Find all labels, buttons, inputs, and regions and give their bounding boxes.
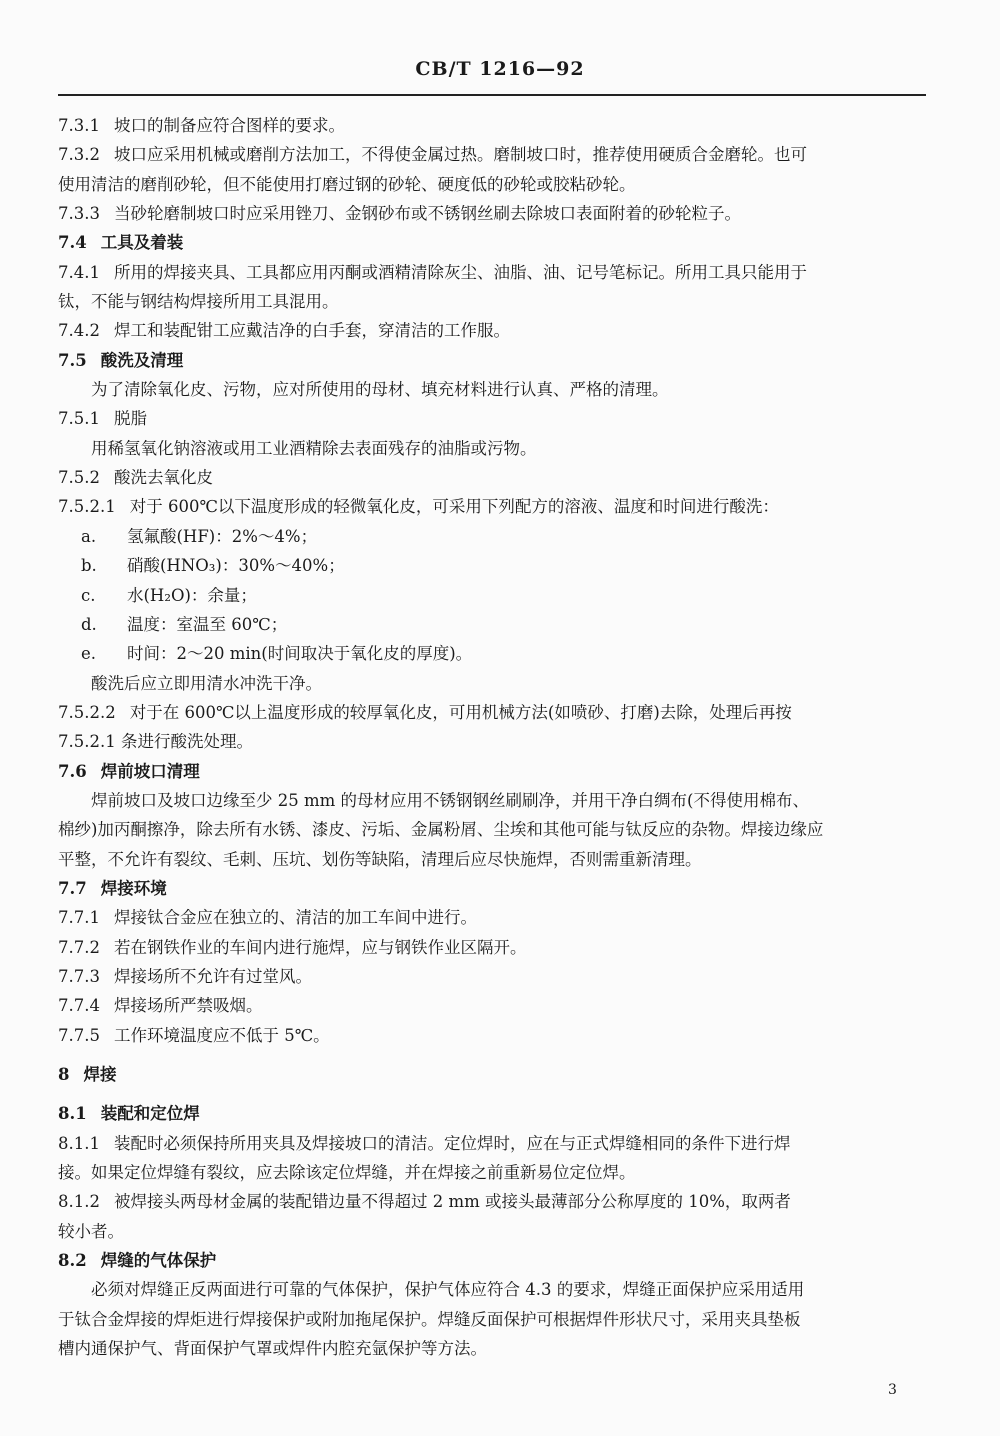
section-number: 8.1	[58, 1104, 87, 1124]
clause-number: 8.1.2	[58, 1192, 100, 1212]
list-text: 氢氟酸(HF)：2%～4%；	[127, 526, 318, 546]
paragraph-7-5-1: 用稀氢氧化钠溶液或用工业酒精除去表面残存的油脂或污物。	[91, 438, 537, 458]
clause-8-1-1	[58, 1129, 928, 1158]
clause-7-7-3	[58, 962, 928, 991]
clause-7-3-2	[58, 140, 928, 169]
clause-text: 所用的焊接夹具、工具都应用丙酮或酒精清除灰尘、油脂、油、记号笔标记。所用工具只能用于	[113, 262, 807, 282]
page-number: 3	[888, 1382, 897, 1398]
section-title: 酸洗及清理	[100, 350, 184, 370]
section-heading-7-6	[58, 757, 928, 786]
clause-text: 当砂轮磨制坡口时应采用锉刀、金钢砂布或不锈钢丝刷去除坡口表面附着的砂轮粒子。	[113, 204, 741, 224]
section-title: 焊缝的气体保护	[100, 1251, 217, 1271]
paragraph-7-6-line3: 平整，不允许有裂纹、毛刺、压坑、划伤等缺陷，清理后应尽快施焊，否则需重新清理。	[58, 849, 702, 869]
clause-number: 7.5.2.2	[58, 702, 116, 722]
paragraph-7-6-line1: 焊前坡口及坡口边缘至少 25 mm 的母材应用不锈钢钢丝刷刷净，并用干净白绸布(不得使用棉布、	[91, 790, 809, 810]
clause-7-4-1	[58, 258, 928, 287]
clause-number: 7.3.2	[58, 145, 100, 165]
clause-text: 坡口的制备应符合图样的要求。	[113, 116, 345, 135]
list-item-d	[58, 610, 928, 639]
list-label: e.	[81, 644, 97, 664]
clause-text: 焊接场所严禁吸烟。	[113, 996, 263, 1016]
clause-7-7-4	[58, 991, 928, 1020]
clause-text: 被焊接头两母材金属的装配错边量不得超过 2 mm 或接头最薄部分公称厚度的 10%，取两者	[113, 1192, 791, 1212]
chapter-number: 8	[58, 1065, 70, 1084]
document-body	[58, 111, 928, 1363]
clause-text: 工作环境温度应不低于 5℃。	[113, 1025, 330, 1045]
chapter-title: 焊接	[83, 1065, 117, 1084]
section-heading-7-4	[58, 228, 928, 257]
paragraph-7-6-line2: 棉纱)加丙酮擦净，除去所有水锈、漆皮、污垢、金属粉屑、尘埃和其他可能与钛反应的杂物。焊接边缘应	[58, 820, 824, 840]
clause-7-3-3	[58, 199, 928, 228]
clause-text: 若在钢铁作业的车间内进行施焊，应与钢铁作业区隔开。	[113, 937, 527, 957]
clause-7-7-5	[58, 1021, 928, 1050]
list-label: b.	[81, 556, 97, 576]
clause-7-7-2	[58, 933, 928, 962]
section-number: 7.4	[58, 233, 87, 253]
paragraph-8-2-line2: 于钛合金焊接的焊炬进行焊接保护或附加拖尾保护。焊缝反面保护可根据焊件形状尺寸，采用夹具垫板	[58, 1309, 801, 1329]
clause-number: 7.3.3	[58, 204, 100, 224]
section-heading-8-1	[58, 1099, 928, 1128]
clause-number: 8.1.1	[58, 1133, 100, 1153]
list-item-c	[58, 581, 928, 610]
list-label: a.	[81, 526, 97, 546]
header-rule	[58, 94, 926, 96]
clause-7-3-1	[58, 111, 928, 140]
section-title: 装配和定位焊	[100, 1104, 200, 1124]
clause-text: 对于在 600℃以上温度形成的较厚氧化皮，可用机械方法(如喷砂、打磨)去除，处理后再按	[129, 702, 792, 722]
clause-number: 7.4.1	[58, 262, 100, 282]
clause-text: 焊接钛合金应在独立的、清洁的加工车间中进行。	[113, 908, 477, 928]
list-label: c.	[81, 585, 96, 605]
clause-text: 对于 600℃以下温度形成的轻微氧化皮，可采用下列配方的溶液、温度和时间进行酸洗：	[129, 497, 779, 517]
section-heading-8-2	[58, 1246, 928, 1275]
paragraph-8-2-line1: 必须对焊缝正反两面进行可靠的气体保护，保护气体应符合 4.3 的要求，焊缝正面保护应采用适用	[91, 1280, 805, 1300]
clause-8-1-2	[58, 1187, 928, 1216]
list-text: 时间：2～20 min(时间取决于氧化皮的厚度)。	[127, 644, 473, 664]
clause-number: 7.5.1	[58, 409, 100, 429]
list-item-e	[58, 639, 928, 668]
clause-7-3-2-cont: 使用清洁的磨削砂轮，但不能使用打磨过钢的砂轮、硬度低的砂轮或胶粘砂轮。	[58, 174, 636, 194]
clause-7-4-2	[58, 316, 928, 345]
section-title: 焊接环境	[100, 878, 167, 898]
paragraph-7-5: 为了清除氧化皮、污物，应对所使用的母材、填充材料进行认真、严格的清理。	[91, 380, 669, 400]
clause-8-1-1-cont: 接。如果定位焊缝有裂纹，应去除该定位焊缝，并在焊接之前重新易位定位焊。	[58, 1163, 636, 1183]
clause-text: 焊接场所不允许有过堂风。	[113, 966, 312, 986]
clause-number: 7.7.3	[58, 966, 100, 986]
clause-text: 坡口应采用机械或磨削方法加工，不得使金属过热。磨制坡口时，推荐使用硬质合金磨轮。也可	[113, 145, 807, 165]
clause-7-7-1	[58, 903, 928, 932]
clause-7-5-2	[58, 463, 928, 492]
clause-text: 酸洗去氧化皮	[113, 468, 213, 488]
clause-number: 7.5.2.1	[58, 497, 116, 517]
chapter-heading-8	[58, 1060, 928, 1089]
clause-number: 7.4.2	[58, 321, 100, 341]
section-number: 8.2	[58, 1251, 87, 1271]
section-number: 7.5	[58, 350, 87, 370]
clause-8-1-2-cont: 较小者。	[58, 1221, 124, 1241]
clause-7-5-2-2	[58, 698, 928, 727]
clause-text: 脱脂	[113, 409, 147, 429]
section-heading-7-7	[58, 874, 928, 903]
clause-text: 焊工和装配钳工应戴洁净的白手套，穿清洁的工作服。	[113, 321, 510, 341]
section-title: 焊前坡口清理	[100, 761, 200, 781]
section-number: 7.7	[58, 878, 87, 898]
paragraph-after-pickling: 酸洗后应立即用清水冲洗干净。	[91, 673, 322, 693]
section-title: 工具及着装	[100, 233, 184, 253]
clause-number: 7.7.5	[58, 1025, 100, 1045]
list-text: 硝酸(HNO₃)：30%～40%；	[127, 556, 345, 576]
list-text: 水(H₂O)：余量；	[127, 585, 257, 605]
clause-7-5-2-1	[58, 492, 928, 521]
section-number: 7.6	[58, 761, 87, 781]
clause-number: 7.3.1	[58, 116, 100, 135]
clause-number: 7.7.4	[58, 996, 100, 1016]
clause-7-4-1-cont: 钛，不能与钢结构焊接所用工具混用。	[58, 292, 339, 312]
list-item-b	[58, 551, 928, 580]
list-label: d.	[81, 614, 97, 634]
clause-number: 7.7.2	[58, 937, 100, 957]
paragraph-8-2-line3: 槽内通保护气、背面保护气罩或焊件内腔充氩保护等方法。	[58, 1339, 487, 1359]
clause-7-5-1	[58, 404, 928, 433]
list-text: 温度：室温至 60℃；	[127, 614, 288, 634]
clause-number: 7.5.2	[58, 468, 100, 488]
clause-number: 7.7.1	[58, 908, 100, 928]
clause-text: 装配时必须保持所用夹具及焊接坡口的清洁。定位焊时，应在与正式焊缝相同的条件下进行焊	[113, 1133, 791, 1153]
list-item-a	[58, 522, 928, 551]
standard-code-header: CB/T 1216—92	[415, 58, 585, 80]
clause-7-5-2-2-cont: 7.5.2.1 条进行酸洗处理。	[58, 732, 253, 752]
section-heading-7-5	[58, 346, 928, 375]
